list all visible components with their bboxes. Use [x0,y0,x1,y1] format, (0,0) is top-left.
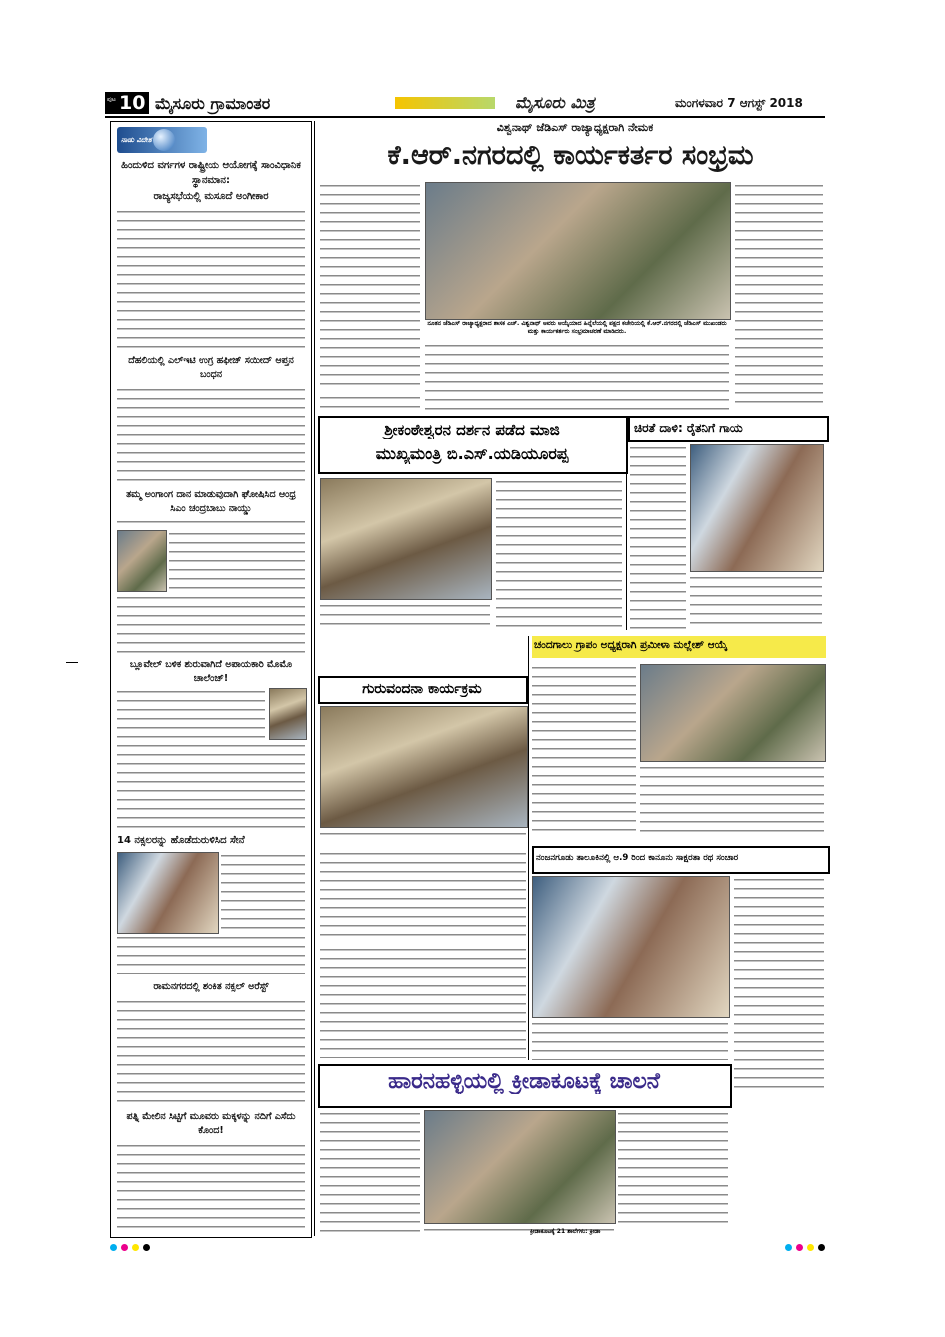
lead-headline: ಕೆ.ಆರ್.ನಗರದಲ್ಲಿ ಕಾರ್ಯಕರ್ತರ ಸಂಭ್ರಮ [387,140,754,171]
story7-footer-text: ಕ್ರೀಡಾಕೂಟಕ್ಕೆ 21 ಶಾಲೆಗಳು: ಕ್ರೀಡಾ [530,1228,601,1235]
register-marks-right [785,1244,835,1252]
s3-photo [117,530,167,592]
page-date: ಮಂಗಳವಾರ 7 ಆಗಸ್ಟ್ 2018 [675,96,803,110]
sidebar-logo [117,127,207,153]
story3-headline: ಚಿರತೆ ದಾಳಿ: ರೈತನಿಗೆ ಗಾಯ [634,421,743,435]
register-dot-magenta [796,1244,803,1251]
s3-body-top [117,518,305,528]
story6-body-right [734,876,824,1094]
register-dot-cyan [785,1244,792,1251]
masthead-accent-bar [395,97,495,109]
s5-body-bottom [117,934,305,974]
story7-body-right [618,1110,728,1226]
register-marks-left [110,1244,160,1252]
register-dot-black [143,1244,150,1251]
s5-photo [117,852,219,934]
story6-body-bottom [532,1020,728,1060]
story5-body [320,830,526,842]
s1-body [117,208,305,348]
story6-body-mid [320,946,526,1058]
masthead-rule [105,116,825,118]
margin-mark [66,662,78,663]
sidebar-logo-text: ನಾಡು ವಿದೇಶ [121,136,152,144]
lead-body-mid [425,342,729,410]
s7-body [117,1142,305,1230]
page-number-box [105,92,149,114]
story7-photo [424,1110,616,1224]
story3-headline-box [628,416,829,442]
s3-body-bottom [117,594,305,654]
register-dot-yellow [807,1244,814,1251]
story6-headline: ನಂಜನಗೂಡು ತಾಲೂಕಿನಲ್ಲಿ ಆ.9 ರಿಂದ ಕಾನೂನು ಸಾಕ್ಷರತಾ ರಥ ಸಂಚಾರ [536,853,739,863]
paper-name: ಮೈಸೂರು ಮಿತ್ರ [515,93,595,112]
story4-headline: ಚಂದಗಾಲು ಗ್ರಾಪಂ ಅಧ್ಯಕ್ಷರಾಗಿ ಪ್ರಮೀಳಾ ಮಲ್ಲೇಶ್ ಆಯ್ಕೆ [534,639,728,651]
s4-body-bottom [117,742,305,832]
story2-headline-box [318,416,628,474]
s7-headline: ಪತ್ನಿ ಮೇಲಿನ ಸಿಟ್ಟಿಗೆ ಮೂವರು ಮಕ್ಕಳನ್ನು ನದಿಗೆ ಎಸೆದು ಕೊಂದ! [126,1111,296,1136]
s1-headline: ಹಿಂದುಳಿದ ವರ್ಗಗಳ ರಾಷ್ಟ್ರೀಯ ಆಯೋಗಕ್ಕೆ ಸಾಂವಿಧಾನಿಕ ಸ್ಥಾನಮಾನ: [121,160,301,186]
story6-photo [532,876,730,1018]
s1-subhead: ರಾಜ್ಯಸಭೆಯಲ್ಲಿ ಮಸೂದೆ ಅಂಗೀಕಾರ [153,191,269,202]
story2-headline-line2: ಮುಖ್ಯಮಂತ್ರಿ ಬಿ.ಎಸ್.ಯಡಿಯೂರಪ್ಪ [375,444,569,463]
s2-headline: ದೆಹಲಿಯಲ್ಲಿ ಎಲ್‌ಇಟಿ ಉಗ್ರ ಹಫೀಜ್ ಸಯೀದ್ ಆಪ್ತನ ಬಂಧನ [128,355,294,380]
story3-body-bottom [690,574,822,630]
s3-headline: ತಮ್ಮ ಅಂಗಾಂಗ ದಾನ ಮಾಡುವುದಾಗಿ ಘೋಷಿಸಿದ ಆಂಧ್ರ ಸಿಎಂ ಚಂದ್ರಬಾಬು ನಾಯ್ಡು [126,489,296,514]
story2-body-right [496,478,622,628]
register-dot-yellow [132,1244,139,1251]
s4-body [117,688,265,738]
story5-headline: ಗುರುವಂದನಾ ಕಾರ್ಯಕ್ರಮ [362,681,482,697]
story7-body-left [320,1110,420,1236]
story4-headline-box [532,636,826,658]
story3-body-left [630,444,686,630]
register-dot-magenta [121,1244,128,1251]
story5-photo [320,706,528,828]
register-dot-cyan [110,1244,117,1251]
s4-photo [269,688,307,740]
s5-body [221,852,305,932]
page-number: 10 [119,92,146,114]
story4-photo [640,664,826,762]
story3-photo [690,444,824,572]
lead-kicker: ವಿಶ್ವನಾಥ್ ಜೆಡಿಎಸ್ ರಾಜ್ಯಾಧ್ಯಕ್ಷರಾಗಿ ನೇಮಕ [496,121,654,134]
lead-body-left2 [320,394,420,410]
globe-icon [153,129,175,151]
story4-body-left [532,664,636,838]
column-rule [528,636,529,1060]
lead-body-left [320,182,420,392]
column-rule [314,121,315,1236]
sidebar [110,121,312,1238]
story4-body-right [640,764,824,838]
register-dot-black [818,1244,825,1251]
s6-body [117,998,305,1106]
story7-headline-box [318,1064,732,1108]
s6-headline: ರಾಮನಗರದಲ್ಲಿ ಶಂಕಿತ ನಕ್ಸಲ್ ಅರೆಸ್ಟ್ [153,981,269,992]
story2-body-bottom [320,602,490,628]
story5-headline-box [318,676,528,704]
page-label: ಪುಟ [107,96,116,103]
story2-photo [320,478,492,600]
masthead [105,92,825,114]
s3-body [169,530,305,590]
story2-headline-line1: ಶ್ರೀಕಂಠೇಶ್ವರನ ದರ್ಶನ ಪಡೆದ ಮಾಜಿ [384,421,560,439]
lead-photo [425,182,731,320]
column-rule [626,416,627,630]
s2-body [117,386,305,484]
story6-body-left [320,850,526,942]
s5-headline: 14 ನಕ್ಸಲರನ್ನು ಹೊಡೆದುರುಳಿಸಿದ ಸೇನೆ [117,835,245,846]
story6-headline-box [532,846,830,874]
section-title: ಮೈಸೂರು ಗ್ರಾಮಾಂತರ [155,94,271,113]
lead-body-right [735,182,823,410]
s4-headline: ಬ್ಲೂವೇಲ್ ಬಳಿಕ ಶುರುವಾಗಿದೆ ಅಪಾಯಕಾರಿ ಮೊಮೊ ಚಾಲೆಂಜ್! [129,659,293,684]
story7-headline: ಹಾರನಹಳ್ಳಿಯಲ್ಲಿ ಕ್ರೀಡಾಕೂಟಕ್ಕೆ ಚಾಲನೆ [388,1069,660,1094]
lead-caption: ನೂತನ ಜೆಡಿಎಸ್ ರಾಜ್ಯಾಧ್ಯಕ್ಷರಾದ ಶಾಸಕ ಎಚ್. ವಿಶ್ವನಾಥ್ ಅವರು ಆಯ್ಕೆಯಾದ ಹಿನ್ನೆಲೆಯಲ್ಲಿ ಪಕ್ಷದ ಕಚೇರಿಯಲ್ಲಿ ಕೆ.ಆರ್.ನಗರದಲ್ಲಿ ಜೆಡಿಎಸ್ ಮುಖಂಡರು ಮತ್ತು ಕಾರ್ಯಕರ್ತರು ಸಂಭ್ರಮಾಚರಣೆ ಮಾಡಿದರು. [427,320,727,335]
